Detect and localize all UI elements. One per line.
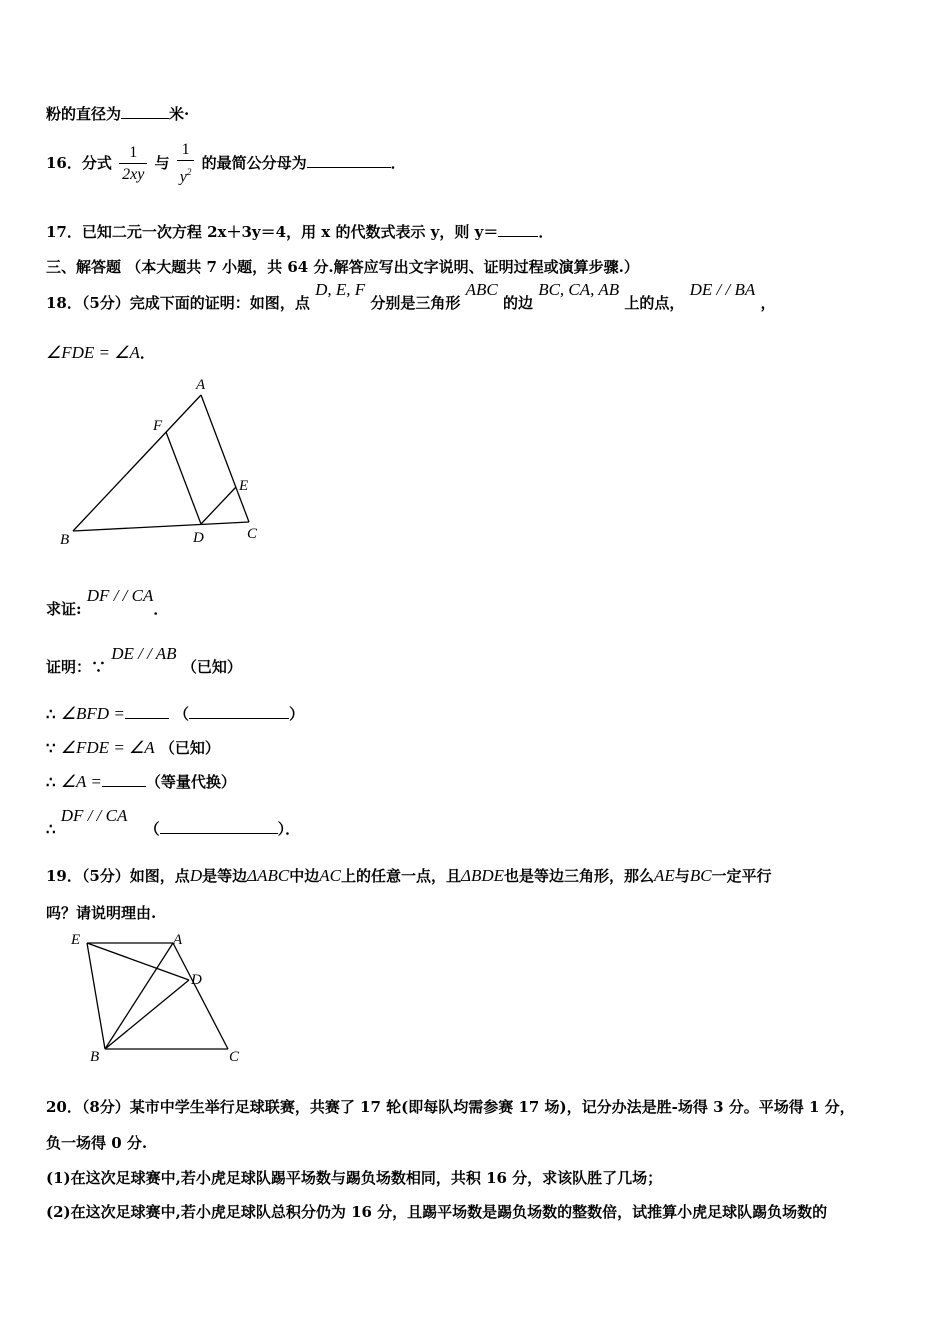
text-fragment: 是等边 — [202, 867, 248, 885]
reason-blank — [189, 704, 289, 719]
text-fragment: ）． — [277, 820, 301, 838]
point-label-f: F — [153, 418, 163, 434]
proof-line-2 — [46, 703, 304, 724]
point-label-e: E — [71, 932, 81, 948]
text-fragment: 与 — [154, 154, 170, 173]
prove-label: 求证: — [46, 600, 82, 618]
math-expr: DE / / BA — [689, 280, 756, 299]
math-expr: BC, CA, AB — [538, 280, 620, 299]
proof-line-1 — [46, 644, 242, 677]
text-fragment: 米· — [169, 105, 190, 123]
segment-ba — [73, 395, 201, 531]
because-symbol: ∵ — [46, 739, 56, 757]
point-label-d: D — [191, 972, 202, 988]
proof-reason: （已知） — [181, 658, 242, 676]
math-expr: ΔABC — [247, 866, 290, 885]
text-fragment: 的边 — [502, 294, 533, 312]
question-19 — [46, 865, 772, 886]
text-fragment: 中边 — [289, 867, 320, 885]
figure-equilateral-triangles — [65, 928, 255, 1068]
segment-ab — [105, 943, 173, 1049]
fraction-2 — [177, 140, 195, 188]
math-expr: DF / / CA — [86, 586, 154, 605]
proof-label: 证明：∵ — [46, 658, 107, 676]
fraction-1-numerator: 1 — [119, 143, 147, 164]
segment-ac — [173, 943, 228, 1049]
question-20: 20．（8分）某市中学生举行足球联赛，共赛了 17 轮(即每队均需参赛 17 场)，记分办法是胜-场得 3 分。平场得 1 分， — [46, 1098, 855, 1116]
text-fragment: 一定平行 — [711, 867, 772, 885]
question-19-label: 19．（5分）如图，点 — [46, 867, 190, 885]
fraction-2-denominator — [177, 161, 195, 188]
math-expr: DF / / CA — [60, 806, 128, 825]
segment-ac — [201, 395, 249, 522]
proof-line-5 — [46, 806, 301, 839]
therefore-symbol: ∴ — [46, 820, 56, 838]
text-fragment: ． — [153, 600, 169, 618]
fraction-2-exponent: 2 — [186, 167, 192, 177]
question-17-text: 17．已知二元一次方程 2x＋3y＝4，用 x 的代数式表示 y，则 y＝ — [46, 223, 499, 241]
text-fragment: ） — [289, 705, 305, 723]
proof-reason: （已知） — [159, 739, 220, 757]
math-expr: AE — [654, 866, 675, 885]
math-expr: ∠FDE = ∠A — [46, 343, 140, 362]
question-17 — [46, 221, 553, 242]
text-fragment: 分别是三角形 — [370, 294, 461, 312]
point-label-d: D — [193, 530, 204, 546]
therefore-symbol: ∴ — [46, 773, 56, 791]
math-expr: D — [189, 866, 203, 885]
point-label-a: A — [196, 377, 206, 393]
text-fragment: ， — [760, 294, 776, 312]
text-fragment: 与 — [674, 867, 690, 885]
figure-triangle-abc — [55, 372, 275, 552]
point-label-e: E — [239, 478, 249, 494]
text-fragment: 上的点， — [624, 294, 685, 312]
question-20-part-1: (1)在这次足球赛中,若小虎足球队踢平场数与踢负场数相同，共积 16 分，求该队胜了几场； — [46, 1169, 663, 1187]
text-fragment: 粉的直径为 — [46, 105, 122, 123]
question-20-line-2: 负一场得 0 分. — [46, 1134, 148, 1152]
reason-blank — [160, 819, 278, 834]
text-fragment: 也是等边三角形，那么 — [504, 867, 655, 885]
answer-blank — [498, 222, 538, 237]
text-fragment: ． — [139, 344, 155, 362]
segment-ed — [87, 943, 189, 980]
point-label-c: C — [229, 1049, 240, 1065]
answer-blank — [121, 104, 169, 119]
point-label-a: A — [173, 932, 183, 948]
text-fragment: （ — [144, 820, 160, 838]
segment-eb — [87, 943, 105, 1049]
answer-blank — [307, 153, 391, 168]
proof-reason: （等量代换） — [145, 773, 236, 791]
segment-fd — [166, 432, 201, 524]
math-expr: ∠FDE = ∠A — [60, 738, 155, 757]
text-line-top — [46, 103, 189, 124]
point-label-b: B — [90, 1049, 100, 1065]
question-18 — [46, 280, 776, 313]
segment-bc — [73, 522, 249, 531]
answer-blank — [102, 772, 146, 787]
fraction-2-numerator: 1 — [177, 140, 195, 161]
math-expr: AC — [319, 866, 341, 885]
therefore-symbol: ∴ — [46, 705, 56, 723]
question-19-line-2: 吗？请说明理由. — [46, 904, 157, 922]
text-fragment: 上的任意一点，且 — [340, 867, 461, 885]
math-expr: ∠BFD = — [60, 704, 125, 723]
math-expr: ΔBDE — [460, 866, 504, 885]
text-fragment: （ — [174, 705, 190, 723]
fraction-1 — [119, 143, 147, 186]
fraction-1-denominator: 2xy — [122, 165, 145, 183]
question-20-part-2: (2)在这次足球赛中,若小虎足球队总积分仍为 16 分，且踢平场数是踢负场数的整数倍，试推算小虎足球队踢负场数的 — [46, 1203, 828, 1221]
text-fragment: ． — [538, 223, 554, 241]
prove-statement — [46, 586, 169, 619]
question-18-condition — [46, 342, 155, 363]
math-expr: ∠A = — [60, 772, 102, 791]
math-expr: ABC — [465, 280, 498, 299]
math-expr: DE / / AB — [111, 644, 177, 663]
point-label-c: C — [247, 526, 258, 542]
answer-blank — [125, 704, 169, 719]
math-expr: D, E, F — [315, 280, 366, 299]
segment-bd — [105, 980, 189, 1049]
question-16 — [46, 140, 406, 188]
text-fragment: ． — [390, 154, 406, 173]
math-expr: BC — [689, 866, 712, 885]
proof-line-4 — [46, 771, 236, 792]
text-fragment: 的最简公分母为 — [201, 154, 307, 173]
section-heading: 三、解答题 （本大题共 7 小题，共 64 分.解答应写出文字说明、证明过程或演算步骤.） — [46, 258, 639, 276]
question-18-label: 18．（5分）完成下面的证明：如图，点 — [46, 294, 310, 312]
point-label-b: B — [60, 532, 70, 548]
fraction-2-base: y — [179, 168, 187, 186]
segment-de — [201, 487, 236, 524]
proof-line-3 — [46, 737, 220, 758]
question-16-label: 16．分式 — [46, 154, 112, 173]
